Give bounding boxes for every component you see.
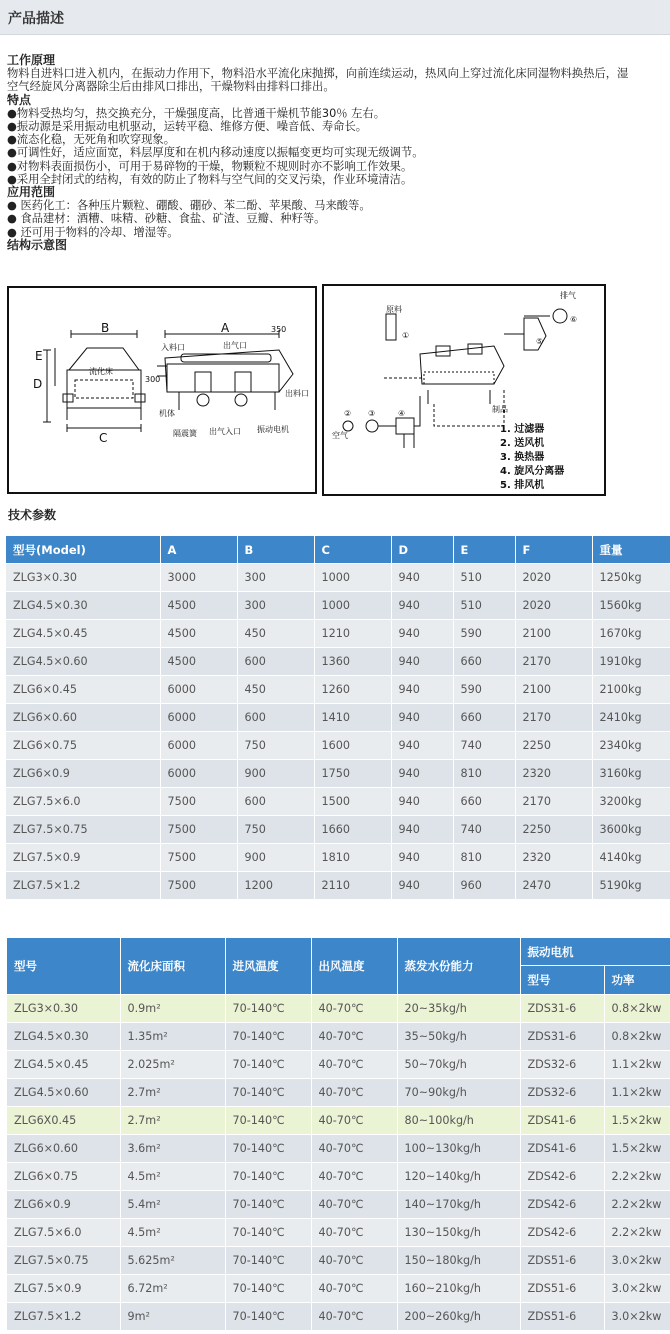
table-cell: ZDS41-6 <box>520 1107 604 1135</box>
table-cell: 940 <box>391 788 453 816</box>
table-header-row <box>6 536 670 564</box>
feature-item: ●物料受热均匀，热交换充分，干燥强度高，比普通干燥机节能30％ 左右。 <box>7 106 386 120</box>
table-cell: 6000 <box>160 760 237 788</box>
application-item: ● 还可用于物料的冷却、增湿等。 <box>7 225 179 239</box>
table-row <box>6 564 670 592</box>
table-cell: 40-70℃ <box>311 1051 397 1079</box>
table-cell: 70-140℃ <box>225 1303 311 1331</box>
feature-item: ●流态化稳，无死角和吹穿现象。 <box>7 133 176 147</box>
table-cell: 940 <box>391 760 453 788</box>
table-cell: ZDS51-6 <box>520 1247 604 1275</box>
table-cell: 5.4m² <box>120 1191 225 1219</box>
table-cell: 2250 <box>515 816 592 844</box>
table-cell: 9m² <box>120 1303 225 1331</box>
table-cell: ZDS51-6 <box>520 1275 604 1303</box>
table-cell: 940 <box>391 648 453 676</box>
dim-label-c: C <box>99 431 108 445</box>
table-cell: 40-70℃ <box>311 1023 397 1051</box>
table-cell: 4500 <box>160 620 237 648</box>
header-cell: 出风温度 <box>311 938 397 995</box>
table-cell: 940 <box>391 676 453 704</box>
table-cell: ZLG6×0.45 <box>6 676 160 704</box>
table-cell: 70-140℃ <box>225 1247 311 1275</box>
principle-heading: 工作原理 <box>7 53 56 67</box>
table-cell: 510 <box>453 564 515 592</box>
table-row <box>6 816 670 844</box>
features-heading: 特点 <box>7 92 32 107</box>
table-cell: 70~90kg/h <box>397 1079 520 1107</box>
table-row <box>7 1023 670 1051</box>
table-cell: 3.0×2kw <box>604 1303 670 1331</box>
table-cell: ZLG6×0.9 <box>7 1191 120 1219</box>
table-cell: 20~35kg/h <box>397 995 520 1023</box>
label-outlet-air: 出气口 <box>223 341 247 350</box>
table-row <box>7 1051 670 1079</box>
table-cell: ZLG6×0.75 <box>6 732 160 760</box>
table-cell: 50~70kg/h <box>397 1051 520 1079</box>
table-cell: ZDS41-6 <box>520 1135 604 1163</box>
table-cell: ZDS31-6 <box>520 995 604 1023</box>
table-cell: ZLG7.5×0.75 <box>6 816 160 844</box>
table-cell: 1360 <box>314 648 391 676</box>
table-row <box>7 1107 670 1135</box>
table-cell: ZLG7.5×0.9 <box>6 844 160 872</box>
table-cell: 6000 <box>160 676 237 704</box>
table-cell: 740 <box>453 732 515 760</box>
label-n6: ⑥ <box>570 315 578 324</box>
table-cell: 70-140℃ <box>225 1163 311 1191</box>
table-cell: ZLG7.5×6.0 <box>7 1219 120 1247</box>
principle-line: 物料自进料口进入机内，在振动力作用下，物料沿水平流化床抛掷，向前连续运动，热风向上穿过流化床同湿物料换热后，湿 <box>7 67 629 81</box>
table-cell: 940 <box>391 620 453 648</box>
table-cell: 940 <box>391 872 453 900</box>
table-cell: 1260 <box>314 676 391 704</box>
table-row <box>6 760 670 788</box>
dim-label-a: A <box>221 321 230 335</box>
table-cell: 3000 <box>160 564 237 592</box>
table-cell: 2170 <box>515 648 592 676</box>
table-row <box>6 704 670 732</box>
label-exhaust: 排气 <box>560 291 576 300</box>
table-cell: ZLG4.5×0.30 <box>6 592 160 620</box>
header-cell: B <box>237 536 314 564</box>
table-cell: 200~260kg/h <box>397 1303 520 1331</box>
table-cell: 1910kg <box>592 648 670 676</box>
section-title-bar <box>0 0 670 35</box>
table-cell: 450 <box>237 676 314 704</box>
application-item: ● 食品建材：酒糟、味精、砂糖、食盐、矿渣、豆瓣、种籽等。 <box>7 212 326 226</box>
table-cell: ZLG7.5×1.2 <box>6 872 160 900</box>
table-row <box>7 995 670 1023</box>
legend-item: 5. 排风机 <box>500 480 545 491</box>
table-cell: ZLG3×0.30 <box>6 564 160 592</box>
header-group-cell: 振动电机 <box>520 938 670 966</box>
table-row <box>7 1219 670 1247</box>
table-cell: ZLG4.5×0.45 <box>6 620 160 648</box>
table-cell: 70-140℃ <box>225 1219 311 1247</box>
table-cell: 1670kg <box>592 620 670 648</box>
performance-table <box>7 938 670 1331</box>
table-cell: 510 <box>453 592 515 620</box>
table-cell: ZLG7.5×0.75 <box>7 1247 120 1275</box>
table-cell: 40-70℃ <box>311 995 397 1023</box>
table-cell: 3.0×2kw <box>604 1275 670 1303</box>
table-cell: 100~130kg/h <box>397 1135 520 1163</box>
table-cell: 900 <box>237 760 314 788</box>
table-cell: 1000 <box>314 592 391 620</box>
label-n1: ① <box>402 331 410 340</box>
table-cell: 2.2×2kw <box>604 1163 670 1191</box>
table-cell: 80~100kg/h <box>397 1107 520 1135</box>
table-cell: 140~170kg/h <box>397 1191 520 1219</box>
table-cell: 160~210kg/h <box>397 1275 520 1303</box>
table-cell: 810 <box>453 760 515 788</box>
table-cell: 40-70℃ <box>311 1275 397 1303</box>
table-cell: ZLG6×0.75 <box>7 1163 120 1191</box>
table-cell: ZDS42-6 <box>520 1163 604 1191</box>
table-row <box>7 1135 670 1163</box>
table-cell: 1500 <box>314 788 391 816</box>
table-cell: ZLG4.5×0.45 <box>7 1051 120 1079</box>
table-cell: 70-140℃ <box>225 1107 311 1135</box>
header-cell: A <box>160 536 237 564</box>
table-cell: 600 <box>237 704 314 732</box>
table-cell: ZLG7.5×0.9 <box>7 1275 120 1303</box>
table-cell: 7500 <box>160 844 237 872</box>
table-cell: 130~150kg/h <box>397 1219 520 1247</box>
table-cell: ZLG6×0.60 <box>7 1135 120 1163</box>
header-cell: 进风温度 <box>225 938 311 995</box>
table-cell: 2100 <box>515 676 592 704</box>
legend-item: 3. 换热器 <box>500 452 545 463</box>
table-cell: ZDS32-6 <box>520 1079 604 1107</box>
table-cell: 0.8×2kw <box>604 1023 670 1051</box>
table-cell: ZDS51-6 <box>520 1303 604 1331</box>
label-300: 300 <box>145 375 161 384</box>
table-cell: 4500 <box>160 648 237 676</box>
header-cell: 型号 <box>520 966 604 995</box>
product-description <box>7 54 667 252</box>
table-cell: 1200 <box>237 872 314 900</box>
table-cell: 960 <box>453 872 515 900</box>
table-cell: ZLG6×0.9 <box>6 760 160 788</box>
table-row <box>7 1079 670 1107</box>
table-cell: 2020 <box>515 592 592 620</box>
table-row <box>6 648 670 676</box>
table-cell: 70-140℃ <box>225 1051 311 1079</box>
header-cell: 流化床面积 <box>120 938 225 995</box>
feature-item: ●可调性好，适应面宽，料层厚度和在机内移动速度以振幅变更均可实现无级调节。 <box>7 146 424 160</box>
table-cell: 750 <box>237 816 314 844</box>
table-cell: 2170 <box>515 788 592 816</box>
table-cell: 6000 <box>160 732 237 760</box>
header-cell: 型号(Model) <box>6 536 160 564</box>
table-cell: 70-140℃ <box>225 995 311 1023</box>
table-cell: 1750 <box>314 760 391 788</box>
table-cell: 40-70℃ <box>311 1303 397 1331</box>
table-cell: ZDS32-6 <box>520 1051 604 1079</box>
table-cell: 1600 <box>314 732 391 760</box>
table-cell: ZLG7.5×1.2 <box>7 1303 120 1331</box>
table-cell: 2.2×2kw <box>604 1191 670 1219</box>
table-cell: ZDS42-6 <box>520 1191 604 1219</box>
label-n3: ③ <box>368 409 376 418</box>
table-cell: 5.625m² <box>120 1247 225 1275</box>
table-row <box>6 732 670 760</box>
table-cell: 940 <box>391 592 453 620</box>
table-cell: 1.5×2kw <box>604 1107 670 1135</box>
legend-item: 2. 送风机 <box>500 438 545 449</box>
application-item: ● 医药化工：各种压片颗粒、硼酸、硼砂、苯二酚、苹果酸、马来酸等。 <box>7 199 371 213</box>
table-cell: 590 <box>453 620 515 648</box>
table-cell: 1.1×2kw <box>604 1079 670 1107</box>
table-cell: 590 <box>453 676 515 704</box>
table-cell: 6.72m² <box>120 1275 225 1303</box>
dim-label-e: E <box>35 349 43 363</box>
table-cell: 1410 <box>314 704 391 732</box>
header-cell: 蒸发水份能力 <box>397 938 520 995</box>
table-cell: 7500 <box>160 788 237 816</box>
feature-item: ●对物料表面损伤小，可用于易碎物的干燥，物颗粒不规则时亦不影响工作效果。 <box>7 159 413 173</box>
header-cell: C <box>314 536 391 564</box>
table-cell: 70-140℃ <box>225 1079 311 1107</box>
table-row <box>6 788 670 816</box>
table-cell: 4140kg <box>592 844 670 872</box>
table-cell: ZLG6X0.45 <box>7 1107 120 1135</box>
table-cell: 40-70℃ <box>311 1079 397 1107</box>
table-cell: 2.2×2kw <box>604 1219 670 1247</box>
label-fluid-bed: 流化床 <box>89 367 113 376</box>
table-cell: 5190kg <box>592 872 670 900</box>
header-cell: E <box>453 536 515 564</box>
table-cell: 2020 <box>515 564 592 592</box>
table-cell: 3600kg <box>592 816 670 844</box>
table-cell: 0.9m² <box>120 995 225 1023</box>
table-cell: 4.5m² <box>120 1219 225 1247</box>
dryer-structure-diagram <box>7 286 317 494</box>
diagram-heading: 结构示意图 <box>7 237 68 252</box>
table-cell: 3160kg <box>592 760 670 788</box>
table-cell: 6000 <box>160 704 237 732</box>
application-heading: 应用范围 <box>7 185 56 200</box>
table-cell: ZLG7.5×6.0 <box>6 788 160 816</box>
table-cell: 3.0×2kw <box>604 1247 670 1275</box>
feature-item: ●振动源是采用振动电机驱动，运转平稳、维修方便、噪音低、寿命长。 <box>7 120 368 134</box>
table-cell: ZLG4.5×0.60 <box>6 648 160 676</box>
table-cell: 2170 <box>515 704 592 732</box>
table-cell: 660 <box>453 648 515 676</box>
table-cell: 940 <box>391 844 453 872</box>
table-row <box>6 844 670 872</box>
table-cell: 70-140℃ <box>225 1275 311 1303</box>
table-cell: 600 <box>237 648 314 676</box>
dim-label-350: 350 <box>271 325 287 334</box>
label-motor: 振动电机 <box>257 425 289 434</box>
table-cell: 2100 <box>515 620 592 648</box>
table-cell: 660 <box>453 704 515 732</box>
table-cell: ZLG3×0.30 <box>7 995 120 1023</box>
table-cell: 40-70℃ <box>311 1247 397 1275</box>
feature-item: ●采用全封闭式的结构，有效的防止了物料与空气间的交叉污染，作业环境清洁。 <box>7 172 413 186</box>
table-cell: 1660 <box>314 816 391 844</box>
label-body: 机体 <box>159 409 175 418</box>
table-cell: 940 <box>391 732 453 760</box>
table-cell: 740 <box>453 816 515 844</box>
table-header-row <box>7 938 670 966</box>
table-cell: 2470 <box>515 872 592 900</box>
table-cell: 750 <box>237 732 314 760</box>
table-cell: 35~50kg/h <box>397 1023 520 1051</box>
table-cell: 70-140℃ <box>225 1191 311 1219</box>
table-cell: 2320 <box>515 844 592 872</box>
table-cell: 70-140℃ <box>225 1135 311 1163</box>
table-cell: 1250kg <box>592 564 670 592</box>
label-inlet: 入料口 <box>161 343 185 352</box>
label-n4: ④ <box>398 409 406 418</box>
table-cell: 2.7m² <box>120 1107 225 1135</box>
table-cell: 900 <box>237 844 314 872</box>
label-n2: ② <box>344 409 352 418</box>
table-cell: 4.5m² <box>120 1163 225 1191</box>
table-cell: 40-70℃ <box>311 1191 397 1219</box>
dimensions-table <box>6 536 670 900</box>
table-cell: 2110 <box>314 872 391 900</box>
table-cell: 40-70℃ <box>311 1163 397 1191</box>
table-cell: 70-140℃ <box>225 1023 311 1051</box>
table-cell: ZLG4.5×0.30 <box>7 1023 120 1051</box>
table-cell: 7500 <box>160 816 237 844</box>
label-discharge: 出料口 <box>285 389 309 398</box>
table-cell: 810 <box>453 844 515 872</box>
table-cell: 4500 <box>160 592 237 620</box>
table-cell: 2340kg <box>592 732 670 760</box>
table-row <box>7 1163 670 1191</box>
table-row <box>7 1247 670 1275</box>
dim-label-d: D <box>33 377 43 391</box>
table-cell: 40-70℃ <box>311 1219 397 1247</box>
label-n5: ⑤ <box>536 337 544 346</box>
table-cell: 2250 <box>515 732 592 760</box>
label-feed: 原料 <box>386 305 402 314</box>
table-cell: ZDS31-6 <box>520 1023 604 1051</box>
table-cell: 3200kg <box>592 788 670 816</box>
dim-label-b: B <box>101 321 110 335</box>
label-air: 空气 <box>332 431 348 440</box>
table-cell: 1.35m² <box>120 1023 225 1051</box>
table-cell: 1210 <box>314 620 391 648</box>
section-title: 产品描述 <box>8 11 64 27</box>
table-row <box>6 592 670 620</box>
principle-line: 空气经旋风分离器除尘后由排风口排出，干燥物料由排料口排出。 <box>7 80 335 94</box>
header-cell: 型号 <box>7 938 120 995</box>
table-cell: 1560kg <box>592 592 670 620</box>
table-cell: 120~140kg/h <box>397 1163 520 1191</box>
label-air-in: 出气入口 <box>209 427 241 436</box>
header-cell: D <box>391 536 453 564</box>
header-cell: 功率 <box>604 966 670 995</box>
table-cell: 300 <box>237 564 314 592</box>
table-cell: 2.7m² <box>120 1079 225 1107</box>
table-cell: 600 <box>237 788 314 816</box>
table-row <box>7 1303 670 1331</box>
label-product: 制品 <box>492 405 508 414</box>
table-row <box>7 1275 670 1303</box>
table-cell: 2320 <box>515 760 592 788</box>
legend-item: 1. 过滤器 <box>500 424 545 435</box>
table-cell: 1.5×2kw <box>604 1135 670 1163</box>
header-cell: F <box>515 536 592 564</box>
table-cell: 1810 <box>314 844 391 872</box>
table-cell: 300 <box>237 592 314 620</box>
table-cell: ZLG6×0.60 <box>6 704 160 732</box>
table-cell: 7500 <box>160 872 237 900</box>
table-cell: 2100kg <box>592 676 670 704</box>
table-cell: ZLG4.5×0.60 <box>7 1079 120 1107</box>
table-cell: 1000 <box>314 564 391 592</box>
table-cell: 2410kg <box>592 704 670 732</box>
table-cell: 40-70℃ <box>311 1135 397 1163</box>
table-cell: 450 <box>237 620 314 648</box>
table-row <box>7 1191 670 1219</box>
tech-params-heading: 技术参数 <box>8 508 57 522</box>
table-cell: 150~180kg/h <box>397 1247 520 1275</box>
table-cell: 0.8×2kw <box>604 995 670 1023</box>
table-cell: 40-70℃ <box>311 1107 397 1135</box>
table-row <box>6 872 670 900</box>
table-row <box>6 620 670 648</box>
table-cell: 1.1×2kw <box>604 1051 670 1079</box>
table-cell: 940 <box>391 564 453 592</box>
table-cell: 2.025m² <box>120 1051 225 1079</box>
label-spring: 隔震簧 <box>173 429 197 438</box>
table-cell: ZDS42-6 <box>520 1219 604 1247</box>
table-row <box>6 676 670 704</box>
table-cell: 3.6m² <box>120 1135 225 1163</box>
header-cell: 重量 <box>592 536 670 564</box>
table-cell: 940 <box>391 704 453 732</box>
table-cell: 940 <box>391 816 453 844</box>
legend-item: 4. 旋风分离器 <box>500 466 565 477</box>
table-cell: 660 <box>453 788 515 816</box>
process-flow-diagram <box>322 284 606 496</box>
